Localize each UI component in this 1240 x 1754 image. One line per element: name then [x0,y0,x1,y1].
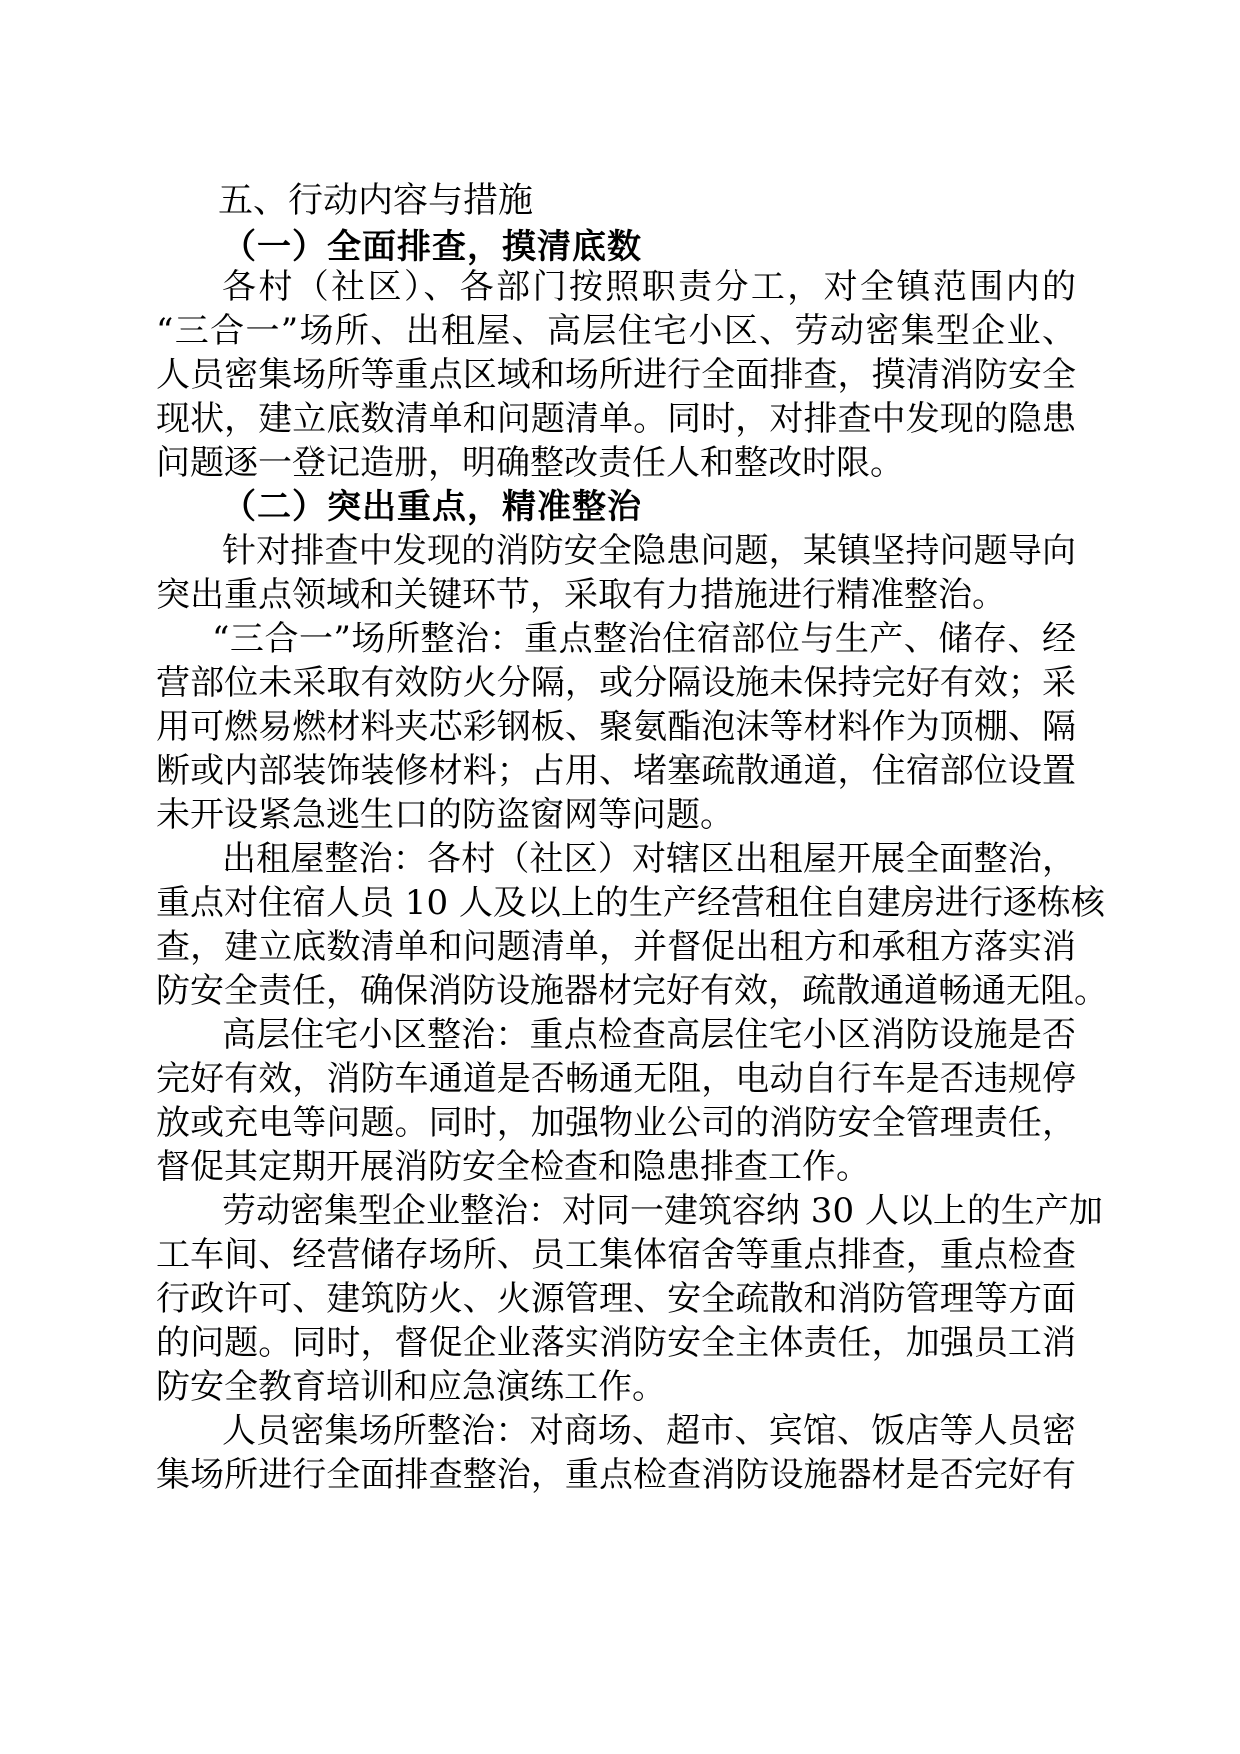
paragraph-line: 防安全教育培训和应急演练工作。 [156,1367,666,1407]
subsection-title-1: （一）全面排查，摸清底数 [222,227,642,267]
paragraph-line: 高层住宅小区整治：重点检查高层住宅小区消防设施是否 [222,1015,1076,1055]
paragraph-line: 问题逐一登记造册，明确整改责任人和整改时限。 [156,443,904,483]
paragraph-line: 现状，建立底数清单和问题清单。同时，对排查中发现的隐患 [156,399,1076,439]
paragraph-line: 劳动密集型企业整治：对同一建筑容纳 30 人以上的生产加 [222,1191,1103,1231]
paragraph-line: 人员密集场所整治：对商场、超市、宾馆、饭店等人员密 [222,1411,1076,1451]
paragraph-line: 防安全责任，确保消防设施器材完好有效，疏散通道畅通无阻。 [156,971,1108,1011]
paragraph-line: 的问题。同时，督促企业落实消防安全主体责任，加强员工消 [156,1323,1076,1363]
paragraph-line: 未开设紧急逃生口的防盗窗网等问题。 [156,795,734,835]
paragraph-line: 用可燃易燃材料夹芯彩钢板、聚氨酯泡沫等材料作为顶棚、隔 [156,707,1076,747]
paragraph-line: 各村（社区）、各部门按照职责分工，对全镇范围内的 [222,267,1076,307]
paragraph-line: 工车间、经营储存场所、员工集体宿舍等重点排查，重点检查 [156,1235,1076,1275]
paragraph-line: 查，建立底数清单和问题清单，并督促出租方和承租方落实消 [156,927,1076,967]
paragraph-line: 放或充电等问题。同时，加强物业公司的消防安全管理责任， [156,1103,1076,1143]
paragraph-line: 重点对住宿人员 10 人及以上的生产经营租住自建房进行逐栋核 [156,883,1105,923]
paragraph-line: 针对排查中发现的消防安全隐患问题，某镇坚持问题导向 [222,531,1076,571]
paragraph-line: 集场所进行全面排查整治，重点检查消防设施器材是否完好有 [156,1455,1076,1495]
paragraph-line: 断或内部装饰装修材料；占用、堵塞疏散通道，住宿部位设置 [156,751,1076,791]
paragraph-line: 营部位未采取有效防火分隔，或分隔设施未保持完好有效；采 [156,663,1076,703]
paragraph-line: 完好有效，消防车通道是否畅通无阻，电动自行车是否违规停 [156,1059,1076,1099]
paragraph-line: “三合一”场所、出租屋、高层住宅小区、劳动密集型企业、 [156,311,1076,351]
paragraph-line: 出租屋整治：各村（社区）对辖区出租屋开展全面整治， [222,839,1076,879]
paragraph-line: 人员密集场所等重点区域和场所进行全面排查，摸清消防安全 [156,355,1076,395]
subsection-title-2: （二）突出重点，精准整治 [222,487,642,527]
section-heading: 五、行动内容与措施 [218,181,534,221]
paragraph-line: “三合一”场所整治：重点整治住宿部位与生产、储存、经 [212,619,1076,659]
paragraph-line: 行政许可、建筑防火、火源管理、安全疏散和消防管理等方面 [156,1279,1076,1319]
paragraph-line: 督促其定期开展消防安全检查和隐患排查工作。 [156,1147,870,1187]
paragraph-line: 突出重点领域和关键环节，采取有力措施进行精准整治。 [156,575,1006,615]
